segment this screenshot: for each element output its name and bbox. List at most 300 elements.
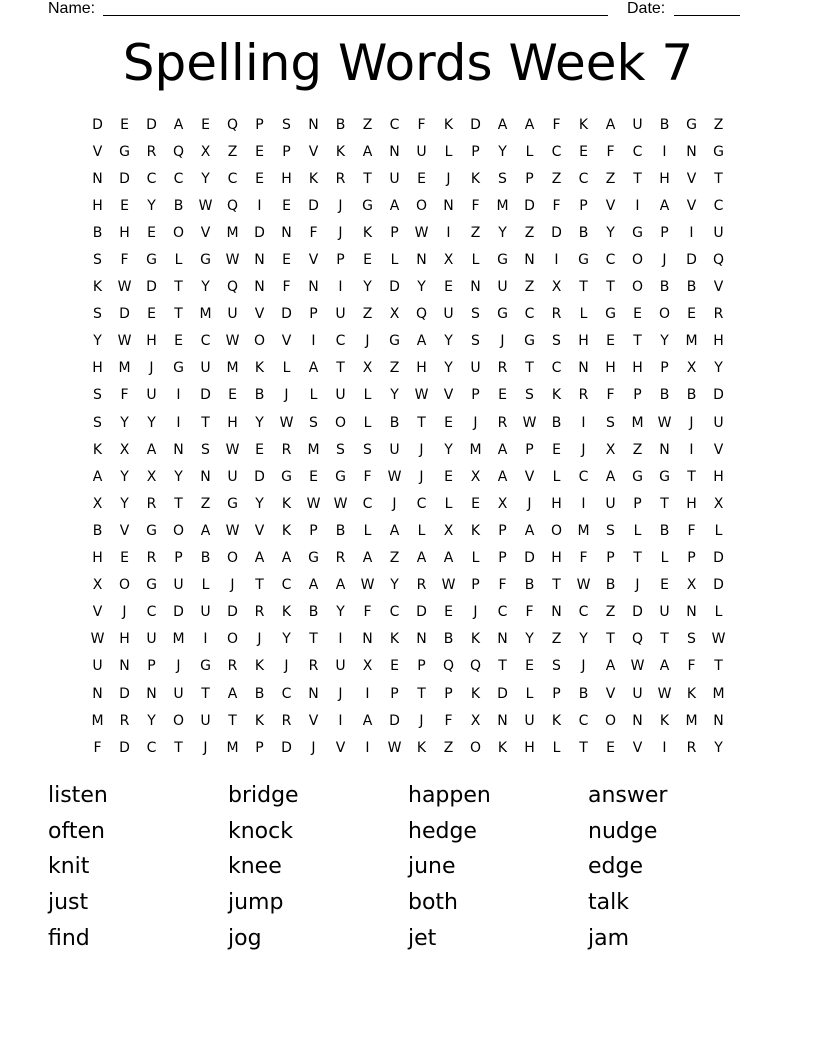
grid-cell: E	[255, 441, 264, 458]
grid-cell: G	[389, 333, 400, 350]
grid-cell: B	[92, 224, 103, 241]
date-line	[674, 15, 740, 16]
grid-cell: A	[605, 116, 616, 133]
grid-cell: R	[497, 360, 508, 377]
grid-cell: L	[552, 739, 561, 756]
grid-cell: V	[713, 441, 724, 458]
grid-cell: C	[605, 252, 616, 269]
grid-cell: U	[389, 170, 400, 187]
grid-cell: D	[227, 604, 238, 621]
grid-cell: Z	[389, 550, 400, 567]
grid-cell: L	[525, 685, 534, 702]
grid-cell: K	[308, 170, 319, 187]
grid-cell: X	[92, 495, 103, 512]
grid-cell: F	[687, 522, 696, 539]
grid-cell: O	[469, 739, 482, 756]
grid-cell: N	[389, 143, 400, 160]
grid-cell: P	[255, 739, 264, 756]
grid-cell: U	[335, 306, 346, 323]
grid-row	[84, 246, 732, 273]
grid-cell: G	[308, 550, 319, 567]
grid-cell: S	[498, 170, 507, 187]
grid-cell: R	[308, 658, 319, 675]
grid-cell: P	[525, 170, 534, 187]
grid-cell: S	[363, 441, 372, 458]
grid-cell: E	[579, 143, 588, 160]
grid-cell: Z	[524, 279, 535, 296]
grid-cell: U	[92, 658, 103, 675]
grid-cell: E	[363, 252, 372, 269]
grid-cell: T	[687, 468, 696, 485]
grid-cell: Y	[93, 333, 102, 350]
grid-cell: P	[336, 252, 345, 269]
grid-cell: X	[686, 360, 697, 377]
grid-cell: W	[225, 441, 240, 458]
grid-cell: U	[713, 224, 724, 241]
grid-cell: I	[257, 197, 262, 214]
grid-cell: W	[225, 522, 240, 539]
grid-cell: W	[117, 279, 132, 296]
grid-cell: U	[470, 360, 481, 377]
grid-cell: V	[200, 224, 211, 241]
word-list-item: both	[408, 890, 458, 916]
grid-cell: T	[309, 631, 318, 648]
grid-row	[84, 165, 732, 192]
grid-cell: M	[631, 414, 644, 431]
header	[48, 0, 748, 20]
grid-cell: C	[632, 143, 643, 160]
grid-cell: I	[446, 224, 451, 241]
grid-cell: F	[498, 577, 507, 594]
grid-cell: X	[389, 306, 400, 323]
grid-cell: A	[362, 550, 373, 567]
grid-cell: O	[226, 550, 239, 567]
grid-cell: C	[281, 577, 292, 594]
grid-cell: Y	[444, 360, 453, 377]
grid-cell: U	[227, 306, 238, 323]
grid-cell: N	[713, 712, 724, 729]
grid-cell: V	[92, 143, 103, 160]
grid-cell: J	[338, 224, 343, 241]
grid-cell: V	[119, 522, 130, 539]
grid-cell: H	[146, 333, 157, 350]
grid-cell: E	[120, 550, 129, 567]
name-label: Name:	[48, 0, 96, 17]
grid-cell: B	[686, 387, 697, 404]
grid-cell: U	[416, 143, 427, 160]
grid-cell: N	[551, 604, 562, 621]
grid-cell: G	[362, 197, 373, 214]
grid-cell: Z	[227, 143, 238, 160]
grid-cell: V	[308, 712, 319, 729]
grid-cell: P	[390, 685, 399, 702]
grid-cell: S	[309, 414, 318, 431]
grid-cell: G	[497, 252, 508, 269]
grid-cell: S	[471, 333, 480, 350]
grid-cell: P	[390, 224, 399, 241]
grid-cell: Z	[632, 441, 643, 458]
grid-cell: N	[254, 252, 265, 269]
grid-cell: E	[147, 224, 156, 241]
grid-cell: E	[120, 116, 129, 133]
word-list-item: talk	[588, 890, 629, 916]
grid-cell: F	[525, 604, 534, 621]
grid-cell: F	[93, 739, 102, 756]
grid-cell: K	[254, 658, 265, 675]
grid-cell: E	[471, 495, 480, 512]
grid-cell: Z	[362, 116, 373, 133]
grid-cell: C	[281, 685, 292, 702]
grid-cell: D	[173, 604, 184, 621]
grid-cell: U	[200, 712, 211, 729]
grid-cell: H	[632, 360, 643, 377]
grid-cell: H	[92, 550, 103, 567]
grid-cell: M	[199, 306, 212, 323]
grid-cell: K	[551, 387, 562, 404]
grid-cell: Y	[390, 387, 399, 404]
grid-cell: E	[444, 604, 453, 621]
grid-cell: D	[551, 224, 562, 241]
grid-cell: O	[172, 522, 185, 539]
grid-cell: U	[146, 631, 157, 648]
grid-cell: O	[334, 414, 347, 431]
grid-cell: J	[527, 495, 532, 512]
grid-cell: T	[363, 170, 372, 187]
grid-cell: I	[554, 252, 559, 269]
grid-cell: C	[713, 197, 724, 214]
grid-cell: E	[282, 252, 291, 269]
grid-row	[84, 545, 732, 572]
grid-cell: H	[227, 414, 238, 431]
grid-cell: N	[443, 197, 454, 214]
grid-cell: K	[389, 631, 400, 648]
grid-cell: J	[284, 658, 289, 675]
grid-cell: A	[335, 577, 346, 594]
grid-cell: X	[443, 522, 454, 539]
grid-cell: W	[360, 577, 375, 594]
grid-cell: H	[578, 333, 589, 350]
grid-cell: J	[689, 414, 694, 431]
grid-cell: P	[282, 143, 291, 160]
grid-cell: Y	[660, 333, 669, 350]
grid-cell: L	[579, 306, 588, 323]
grid-cell: A	[173, 116, 184, 133]
grid-cell: G	[227, 495, 238, 512]
grid-cell: G	[173, 360, 184, 377]
grid-cell: N	[173, 441, 184, 458]
grid-cell: N	[200, 468, 211, 485]
grid-cell: W	[306, 495, 321, 512]
grid-cell: Z	[605, 604, 616, 621]
grid-cell: P	[660, 360, 669, 377]
grid-cell: A	[308, 360, 319, 377]
grid-cell: L	[363, 522, 372, 539]
grid-cell: H	[92, 360, 103, 377]
grid-cell: D	[497, 685, 508, 702]
grid-cell: K	[254, 712, 265, 729]
grid-cell: N	[659, 441, 670, 458]
grid-cell: V	[605, 685, 616, 702]
grid-cell: N	[497, 631, 508, 648]
grid-cell: I	[635, 197, 640, 214]
grid-cell: Y	[363, 279, 372, 296]
grid-cell: G	[335, 468, 346, 485]
grid-cell: T	[633, 550, 642, 567]
grid-cell: T	[579, 739, 588, 756]
grid-cell: J	[419, 468, 424, 485]
grid-cell: F	[687, 658, 696, 675]
grid-cell: H	[119, 631, 130, 648]
grid-cell: K	[659, 712, 670, 729]
grid-cell: G	[200, 252, 211, 269]
grid-cell: F	[552, 197, 561, 214]
grid-cell: K	[362, 224, 373, 241]
grid-cell: H	[551, 495, 562, 512]
grid-cell: V	[281, 333, 292, 350]
grid-cell: R	[119, 712, 130, 729]
grid-cell: E	[660, 577, 669, 594]
word-list-item: knock	[228, 818, 293, 844]
grid-cell: E	[444, 414, 453, 431]
grid-cell: D	[119, 170, 130, 187]
grid-row	[84, 274, 732, 301]
grid-cell: D	[470, 116, 481, 133]
grid-cell: X	[146, 468, 157, 485]
grid-cell: C	[578, 712, 589, 729]
grid-cell: U	[713, 414, 724, 431]
grid-cell: T	[201, 414, 210, 431]
word-list-item: happen	[408, 783, 491, 809]
grid-cell: S	[93, 414, 102, 431]
grid-cell: R	[254, 604, 265, 621]
grid-cell: M	[307, 441, 320, 458]
grid-cell: C	[173, 170, 184, 187]
grid-cell: K	[281, 495, 292, 512]
grid-cell: P	[552, 685, 561, 702]
grid-cell: T	[228, 712, 237, 729]
grid-cell: D	[254, 468, 265, 485]
word-list-item: knee	[228, 854, 282, 880]
grid-row	[84, 572, 732, 599]
grid-cell: F	[606, 143, 615, 160]
grid-cell: N	[308, 116, 319, 133]
grid-cell: D	[713, 550, 724, 567]
grid-cell: L	[201, 577, 210, 594]
grid-cell: B	[254, 387, 265, 404]
grid-cell: P	[579, 197, 588, 214]
grid-cell: T	[660, 631, 669, 648]
grid-cell: Z	[551, 631, 562, 648]
grid-cell: I	[311, 333, 316, 350]
grid-cell: N	[686, 143, 697, 160]
grid-cell: W	[441, 577, 456, 594]
grid-cell: A	[524, 116, 535, 133]
grid-cell: P	[633, 387, 642, 404]
grid-cell: K	[281, 604, 292, 621]
grid-cell: V	[254, 522, 265, 539]
grid-cell: T	[417, 414, 426, 431]
grid-cell: E	[525, 658, 534, 675]
word-list-item: just	[48, 890, 89, 916]
grid-cell: E	[174, 333, 183, 350]
grid-cell: W	[630, 658, 645, 675]
grid-cell: V	[524, 468, 535, 485]
grid-cell: E	[390, 658, 399, 675]
grid-cell: R	[416, 577, 427, 594]
grid-cell: F	[552, 116, 561, 133]
grid-cell: F	[282, 279, 291, 296]
grid-cell: R	[335, 550, 346, 567]
grid-row	[84, 436, 732, 463]
grid-cell: Q	[172, 143, 185, 160]
grid-row	[84, 219, 732, 246]
grid-cell: R	[497, 414, 508, 431]
grid-cell: A	[497, 441, 508, 458]
grid-cell: T	[660, 495, 669, 512]
grid-cell: U	[200, 360, 211, 377]
grid-cell: K	[470, 631, 481, 648]
grid-cell: I	[338, 279, 343, 296]
word-list-item: jog	[228, 925, 262, 951]
grid-cell: Y	[714, 360, 723, 377]
grid-cell: P	[471, 387, 480, 404]
grid-cell: N	[497, 712, 508, 729]
grid-cell: S	[93, 387, 102, 404]
grid-cell: A	[200, 522, 211, 539]
grid-cell: E	[606, 333, 615, 350]
grid-cell: T	[174, 495, 183, 512]
grid-cell: Y	[282, 631, 291, 648]
grid-cell: M	[496, 197, 509, 214]
grid-cell: O	[118, 577, 131, 594]
grid-cell: R	[146, 550, 157, 567]
grid-cell: N	[686, 604, 697, 621]
grid-cell: L	[444, 495, 453, 512]
grid-cell: H	[605, 360, 616, 377]
grid-cell: E	[498, 387, 507, 404]
grid-cell: B	[173, 197, 184, 214]
grid-cell: J	[500, 333, 505, 350]
word-row	[48, 849, 768, 885]
grid-cell: X	[443, 252, 454, 269]
grid-cell: M	[226, 739, 239, 756]
grid-cell: U	[497, 279, 508, 296]
grid-cell: D	[389, 279, 400, 296]
word-list-item: jump	[228, 890, 284, 916]
grid-row	[84, 707, 732, 734]
grid-cell: V	[605, 197, 616, 214]
grid-cell: K	[443, 116, 454, 133]
grid-cell: P	[687, 550, 696, 567]
grid-cell: P	[417, 658, 426, 675]
grid-cell: X	[686, 577, 697, 594]
grid-cell: P	[174, 550, 183, 567]
grid-cell: R	[686, 739, 697, 756]
grid-cell: M	[226, 224, 239, 241]
grid-cell: A	[308, 577, 319, 594]
grid-cell: I	[581, 495, 586, 512]
grid-cell: N	[92, 170, 103, 187]
grid-cell: A	[659, 197, 670, 214]
grid-cell: Z	[200, 495, 211, 512]
grid-cell: W	[387, 468, 402, 485]
grid-cell: T	[525, 360, 534, 377]
grid-cell: X	[497, 495, 508, 512]
grid-cell: A	[497, 116, 508, 133]
word-list-item: often	[48, 818, 105, 844]
grid-cell: C	[416, 495, 427, 512]
grid-cell: K	[335, 143, 346, 160]
grid-cell: Z	[524, 224, 535, 241]
grid-cell: J	[230, 577, 235, 594]
grid-cell: W	[387, 739, 402, 756]
grid-cell: P	[444, 685, 453, 702]
grid-cell: R	[281, 441, 292, 458]
grid-cell: W	[333, 495, 348, 512]
grid-cell: J	[446, 170, 451, 187]
grid-cell: I	[581, 414, 586, 431]
grid-cell: E	[417, 170, 426, 187]
grid-cell: Y	[147, 712, 156, 729]
grid-cell: M	[577, 522, 590, 539]
grid-cell: Y	[201, 170, 210, 187]
word-row	[48, 814, 768, 850]
grid-cell: G	[200, 658, 211, 675]
grid-cell: Q	[469, 658, 482, 675]
grid-cell: N	[281, 224, 292, 241]
grid-cell: Q	[442, 658, 455, 675]
grid-cell: D	[200, 387, 211, 404]
grid-cell: K	[281, 522, 292, 539]
grid-cell: H	[524, 739, 535, 756]
grid-cell: F	[363, 604, 372, 621]
grid-cell: O	[631, 279, 644, 296]
grid-cell: W	[279, 414, 294, 431]
grid-cell: A	[389, 522, 400, 539]
grid-cell: T	[552, 577, 561, 594]
grid-cell: J	[176, 658, 181, 675]
grid-cell: F	[363, 468, 372, 485]
grid-cell: O	[253, 333, 266, 350]
grid-cell: A	[146, 441, 157, 458]
grid-row	[84, 517, 732, 544]
grid-cell: K	[416, 739, 427, 756]
grid-cell: Y	[525, 631, 534, 648]
grid-cell: E	[633, 306, 642, 323]
grid-row	[84, 138, 732, 165]
grid-row	[84, 192, 732, 219]
grid-cell: I	[662, 739, 667, 756]
grid-cell: M	[118, 360, 131, 377]
grid-row	[84, 409, 732, 436]
grid-cell: W	[657, 685, 672, 702]
grid-cell: K	[470, 170, 481, 187]
grid-cell: A	[497, 468, 508, 485]
grid-cell: P	[309, 522, 318, 539]
grid-cell: U	[524, 712, 535, 729]
grid-cell: D	[119, 685, 130, 702]
grid-cell: I	[689, 441, 694, 458]
grid-cell: O	[658, 306, 671, 323]
grid-cell: A	[416, 333, 427, 350]
grid-cell: Z	[713, 116, 724, 133]
grid-cell: F	[120, 387, 129, 404]
grid-cell: S	[552, 333, 561, 350]
grid-cell: A	[389, 197, 400, 214]
grid-cell: J	[635, 577, 640, 594]
grid-cell: U	[335, 658, 346, 675]
grid-cell: B	[92, 522, 103, 539]
